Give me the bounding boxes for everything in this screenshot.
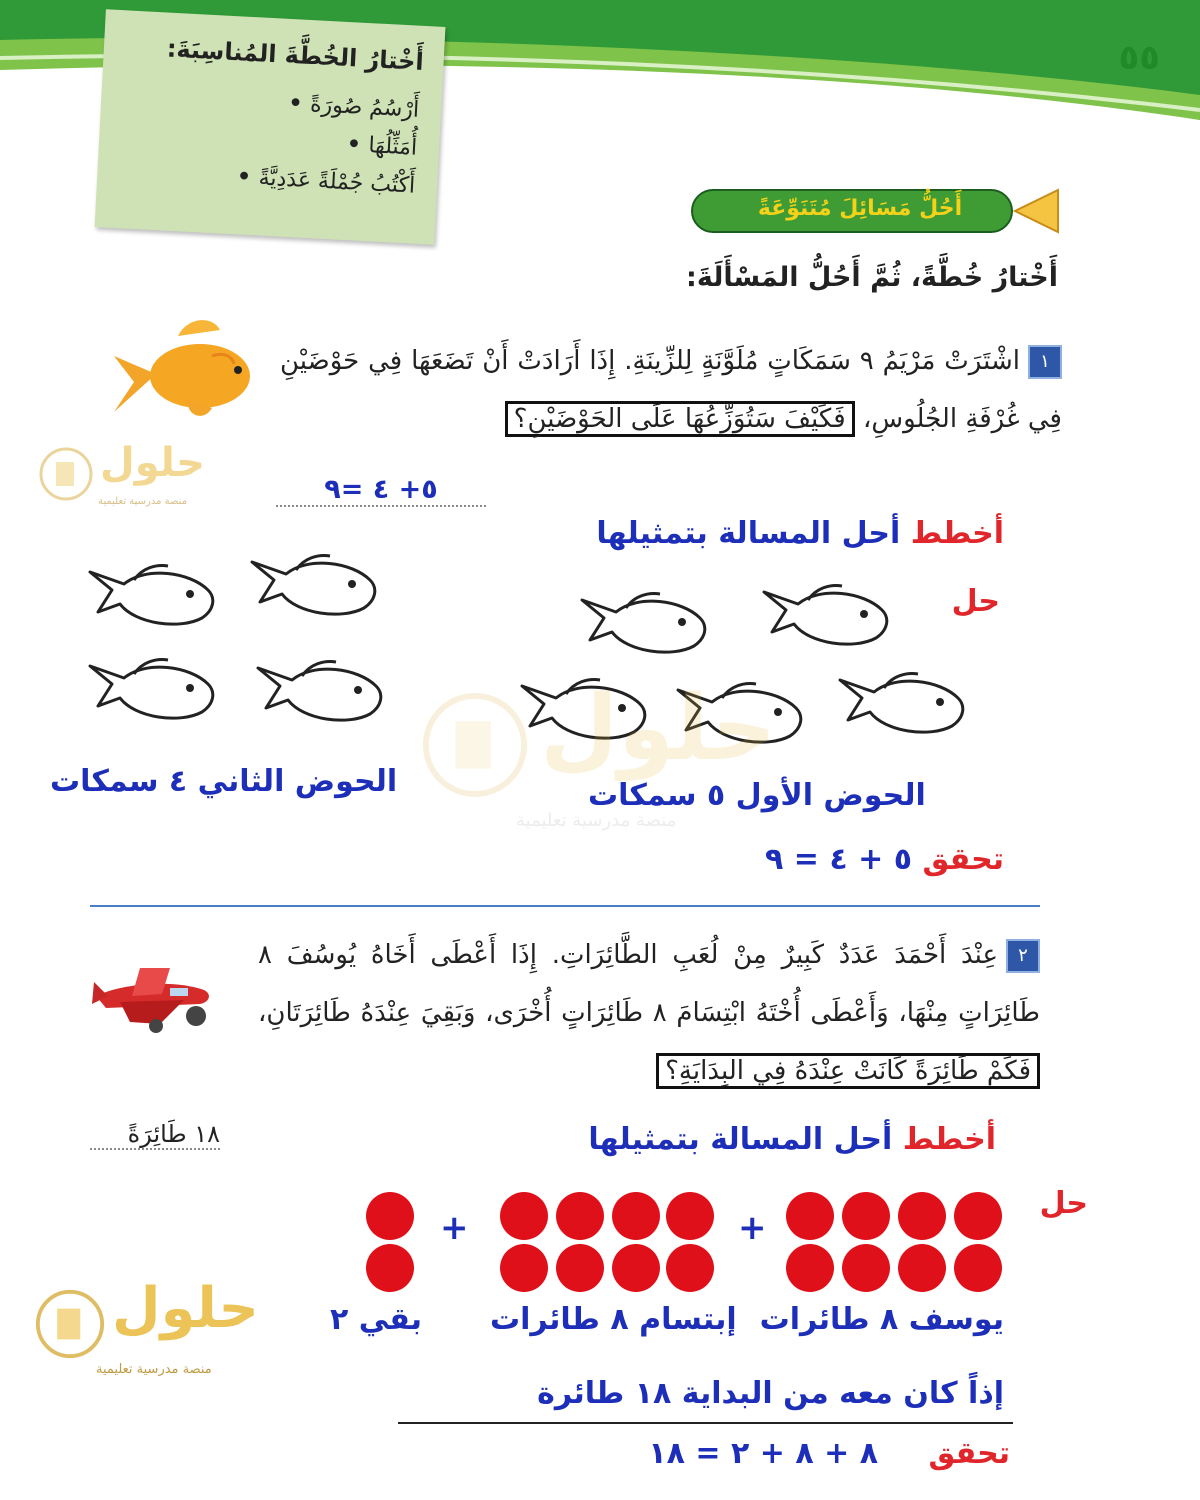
- section-banner-label: أَحُلُّ مَسَائِلَ مُتَنَوِّعَةً: [757, 196, 963, 221]
- watermark-logo-bottom: [34, 1276, 284, 1386]
- strategy-list: [236, 82, 420, 205]
- dot: [666, 1192, 714, 1240]
- dot: [786, 1192, 834, 1240]
- dot: [786, 1244, 834, 1292]
- group2-label: إبتسام ٨ طائرات: [490, 1302, 737, 1337]
- dot: [500, 1192, 548, 1240]
- dot: [842, 1244, 890, 1292]
- dot: [612, 1244, 660, 1292]
- watermark-brand: حلول: [100, 440, 205, 486]
- dot: [500, 1244, 548, 1292]
- answer-unit: طَائِرَةً: [127, 1120, 187, 1148]
- watermark-brand: حلول: [540, 676, 777, 781]
- book-icon: [34, 1288, 106, 1360]
- page-number: ٥٥: [1118, 38, 1160, 78]
- check-equation: ٥ + ٤ = ٩: [765, 842, 913, 877]
- goldfish-illustration: [108, 316, 258, 428]
- plan-word: أخطط: [910, 516, 1004, 551]
- plus-sign: +: [440, 1208, 469, 1248]
- solve-word: حل: [1039, 1186, 1088, 1221]
- problem1-plan: [596, 516, 1004, 551]
- problem2-text: [258, 926, 1040, 1100]
- answer-value: ١٨: [194, 1120, 220, 1148]
- dot: [556, 1192, 604, 1240]
- dot: [898, 1192, 946, 1240]
- strategy-item: أُمَثِّلُهَا •: [238, 120, 418, 167]
- strategy-note-title: أَخْتارُ الخُطَّةَ المُناسِبَةَ:: [166, 34, 425, 76]
- plan-text: أحل المسالة بتمثيلها: [596, 516, 901, 551]
- group3-label: بقي ٢: [330, 1302, 422, 1337]
- problem1-number: ١: [1028, 345, 1062, 379]
- solve-word: حل: [951, 584, 1000, 619]
- group1-label: يوسف ٨ طائرات: [759, 1302, 1004, 1337]
- watermark-logo-center: [420, 676, 800, 840]
- dot: [954, 1244, 1002, 1292]
- problem2-check: [648, 1436, 1010, 1471]
- watermark-tagline: منصة مدرسية تعليمية: [516, 810, 677, 831]
- dot: [366, 1192, 414, 1240]
- problem1-text: [280, 332, 1062, 448]
- instruction-text: أَخْتارُ خُطَّةً، ثُمَّ أَحُلُّ المَسْأَلَةَ:: [686, 262, 1058, 293]
- airplane-illustration: [86, 952, 216, 1034]
- check-equation: ٨ + ٨ + ٢ = ١٨: [648, 1436, 879, 1471]
- book-icon: [420, 690, 530, 800]
- strategy-item: أَكْتُبُ جُمْلَةً عَدَدِيَّةً •: [236, 158, 416, 205]
- strategy-item: أَرْسُمُ صُورَةً •: [240, 82, 420, 129]
- plus-sign: +: [738, 1208, 767, 1248]
- problem1-question: فَكَيْفَ سَتُوَزِّعُهَا عَلَى الحَوْضَيْنِ؟: [505, 401, 855, 437]
- problem1-statement: اشْتَرَتْ مَرْيَمُ ٩ سَمَكَاتٍ مُلَوَّنَةٍ لِلزِّينَةِ. إِذَا أَرَادَتْ أَنْ تَضَعَهَا فِي حَوْضَيْنِ فِي غُرْفَةِ الجُلُوسِ،: [280, 346, 1062, 434]
- section-divider: [90, 905, 1040, 907]
- tank1-label: الحوض الأول ٥ سمكات: [588, 778, 926, 813]
- problem2-number: ٢: [1006, 939, 1040, 973]
- book-icon: [38, 446, 94, 502]
- problem2-answer: [90, 1120, 220, 1150]
- dot: [898, 1244, 946, 1292]
- dot: [666, 1244, 714, 1292]
- problem2-conclusion: إذاً كان معه من البداية ١٨ طائرة: [537, 1376, 1004, 1411]
- check-word: تحقق: [928, 1436, 1010, 1471]
- dot: [612, 1192, 660, 1240]
- watermark-brand: حلول: [112, 1276, 259, 1341]
- problem2-plan: [588, 1122, 996, 1157]
- dot: [954, 1192, 1002, 1240]
- problem1-answer: ٥+ ٤ =٩: [276, 474, 486, 507]
- check-word: تحقق: [922, 842, 1004, 877]
- strategy-note: [95, 9, 446, 244]
- watermark-tagline: منصة مدرسية تعليمية: [96, 1362, 212, 1377]
- watermark-tagline: منصة مدرسية تعليمية: [98, 496, 188, 507]
- conclusion-underline: [398, 1422, 1013, 1424]
- problem2-question: فَكَمْ طَائِرَةً كَانَتْ عِنْدَهُ فِي البِدَايَةِ؟: [656, 1053, 1040, 1089]
- airplane-dots: [360, 1186, 1010, 1296]
- dot: [366, 1244, 414, 1292]
- dot: [842, 1192, 890, 1240]
- plan-text: أحل المسالة بتمثيلها: [588, 1122, 893, 1157]
- dot: [556, 1244, 604, 1292]
- problem2-statement: عِنْدَ أَحْمَدَ عَدَدٌ كَبِيرٌ مِنْ لُعَبِ الطَّائِرَاتِ. إِذَا أَعْطَى أَخَاهُ يُوسُفَ ٨ طَائِرَاتٍ مِنْهَا، وَأَعْطَى أُخْتَهُ ابْتِسَامَ ٨ طَائِرَاتٍ أُخْرَى، وَبَقِيَ عِنْدَهُ طَائِرَتَانِ،: [258, 940, 1040, 1028]
- watermark-logo: [38, 440, 238, 510]
- plan-word: أخطط: [902, 1122, 996, 1157]
- problem1-check: [765, 842, 1004, 877]
- tank2-label: الحوض الثاني ٤ سمكات: [50, 764, 398, 799]
